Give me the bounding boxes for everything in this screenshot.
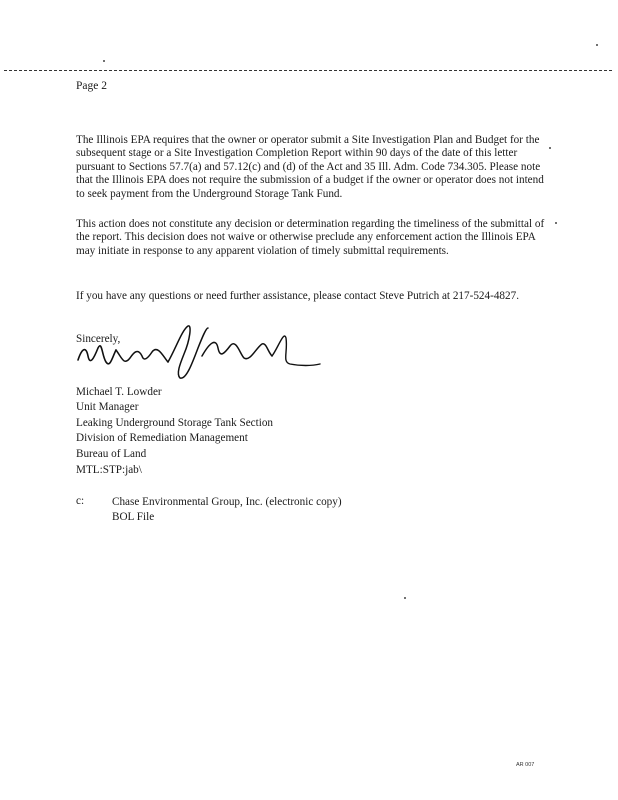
cc-recipient: BOL File — [112, 511, 155, 524]
scan-speck — [549, 147, 551, 149]
cc-label: c: — [76, 495, 85, 507]
body-paragraph-2: This action does not constitute any decision or determination regarding the timeliness of the submittal of the report. This decision does not waive or otherwise preclude any enforcement action the Illinois EPA may initiate in response to any apparent violation of timely submittal requirements. — [76, 218, 545, 257]
scan-header-rule — [4, 70, 612, 71]
document-id-stamp: AR 007 — [516, 762, 535, 768]
signer-division: Division of Remediation Management — [76, 432, 248, 445]
closing-salutation: Sincerely, — [76, 333, 121, 345]
signer-bureau: Bureau of Land — [76, 447, 147, 460]
body-paragraph-3: If you have any questions or need further assistance, please contact Steve Putrich at 217-524-4827. — [76, 290, 520, 302]
scan-speck — [555, 222, 557, 224]
page-number-label: Page 2 — [76, 80, 107, 92]
scan-speck — [103, 60, 105, 62]
reference-initials: MTL:STP:jab\ — [76, 464, 142, 476]
signer-name: Michael T. Lowder — [76, 386, 162, 398]
scan-speck — [596, 44, 598, 46]
signer-title: Unit Manager — [76, 401, 139, 414]
signer-section: Leaking Underground Storage Tank Section — [76, 416, 274, 429]
signature-block — [76, 385, 273, 462]
handwritten-signature — [72, 318, 322, 388]
scan-speck — [404, 597, 406, 599]
body-paragraph-1: The Illinois EPA requires that the owner or operator submit a Site Investigation Plan and Budget for the subsequent stage or a Site Investigation Completion Report within 90 days of the date of this letter pursuant to Sections 57.7(a) and 57.12(c) and (d) of the Act and 35 Ill. Adm. Code 734.305. Please note that the Illinois EPA does not require the submission of a budget if the owner or operator does not intend to seek payment from the Underground Storage Tank Fund. — [76, 134, 544, 200]
cc-recipient-list — [112, 495, 342, 526]
cc-recipient: Chase Environmental Group, Inc. (electronic copy) — [112, 496, 342, 508]
